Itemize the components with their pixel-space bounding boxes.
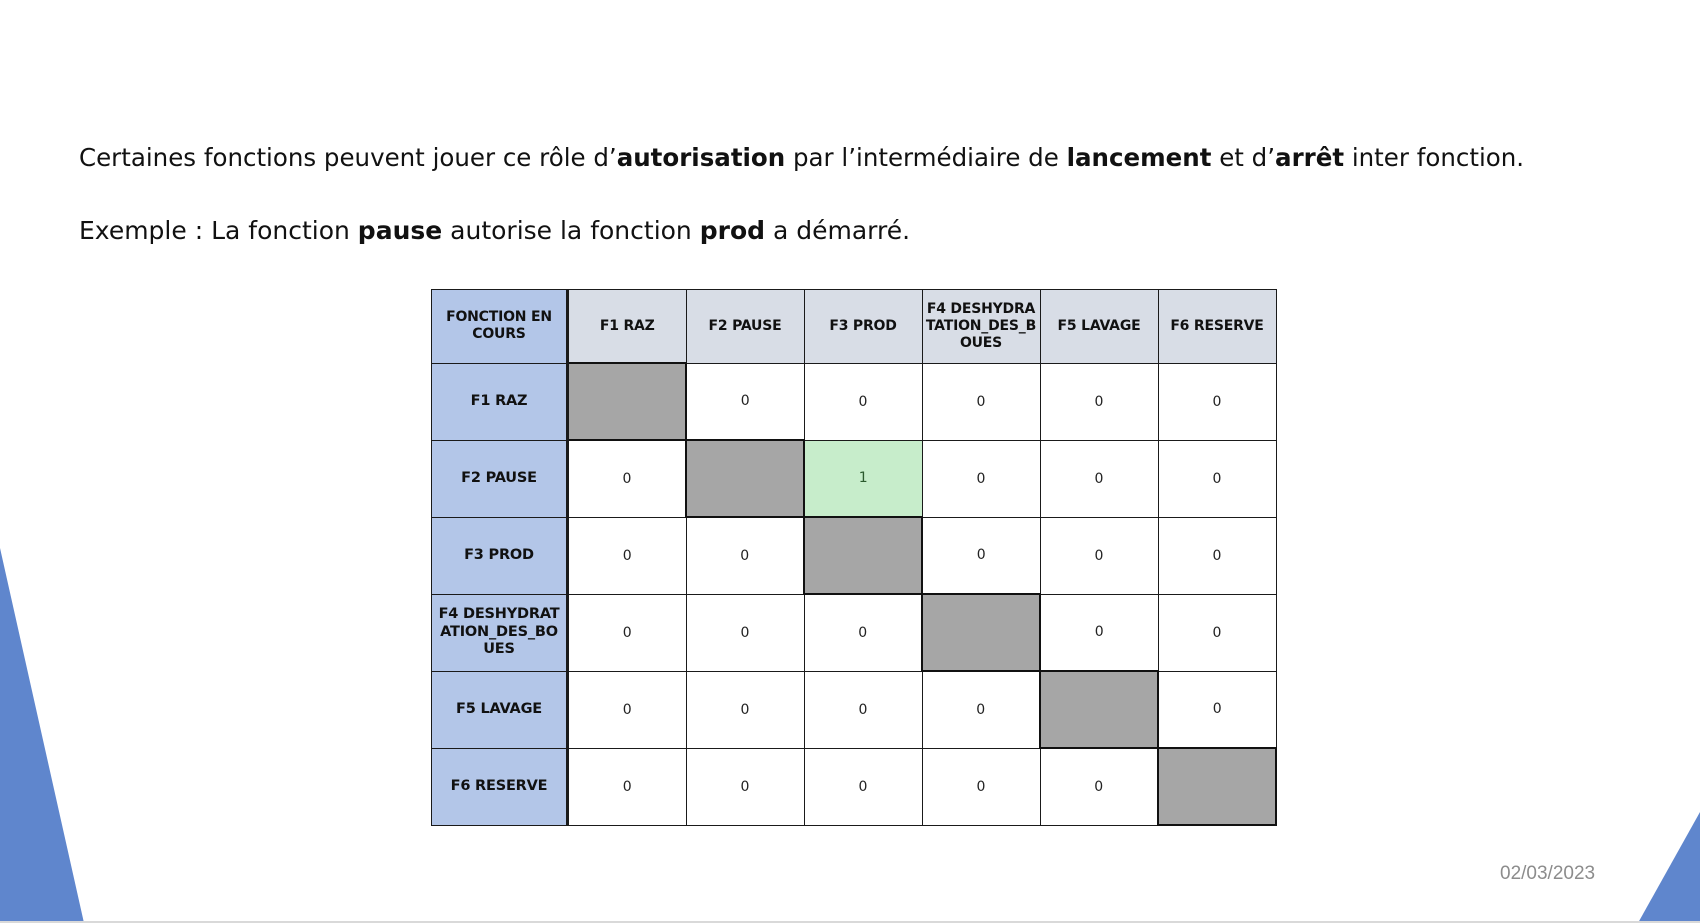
example-text-part: autorise la fonction [442, 216, 700, 245]
intro-text-part: inter fonction. [1344, 143, 1525, 172]
matrix-cell: 0 [804, 748, 922, 825]
matrix-row [432, 363, 1277, 440]
intro-text [79, 143, 1525, 172]
matrix-header-row [432, 290, 1277, 364]
matrix-cell-diagonal [1040, 671, 1158, 748]
example-text-bold: prod [699, 216, 766, 245]
matrix-row [432, 671, 1277, 748]
column-header: F4 DESHYDRATATION_DES_BOUES [922, 290, 1040, 364]
matrix-cell: 0 [1158, 517, 1276, 594]
example-text [79, 218, 910, 243]
row-header: F6 RESERVE [432, 748, 568, 825]
matrix-cell: 0 [568, 594, 687, 671]
matrix-cell-diagonal [1158, 748, 1276, 825]
matrix-corner-header: FONCTION EN COURS [432, 290, 568, 364]
intro-text-bold: autorisation [616, 143, 786, 172]
row-header: F2 PAUSE [432, 440, 568, 517]
intro-text-part: et d’ [1211, 143, 1276, 172]
matrix-cell: 0 [804, 594, 922, 671]
matrix-cell: 0 [1040, 594, 1158, 671]
matrix-cell-diagonal [804, 517, 922, 594]
matrix-cell: 0 [568, 748, 687, 825]
intro-text-part: par l’intermédiaire de [785, 143, 1067, 172]
column-header: F3 PROD [804, 290, 922, 364]
slide-date: 02/03/2023 [1500, 863, 1596, 884]
matrix-cell: 0 [922, 440, 1040, 517]
function-matrix [431, 289, 1277, 826]
matrix-row [432, 440, 1277, 517]
matrix-cell-diagonal [686, 440, 804, 517]
intro-text-part: Certaines fonctions peuvent jouer ce rôle d’ [79, 143, 617, 172]
matrix-cell: 0 [686, 517, 804, 594]
matrix-cell: 0 [1040, 748, 1158, 825]
column-header: F5 LAVAGE [1040, 290, 1158, 364]
matrix-cell-diagonal [922, 594, 1040, 671]
intro-text-bold: arrêt [1275, 143, 1345, 172]
column-header: F1 RAZ [568, 290, 687, 364]
matrix-cell: 0 [1158, 363, 1276, 440]
matrix-cell: 0 [686, 594, 804, 671]
matrix-cell: 0 [922, 363, 1040, 440]
intro-text-bold: lancement [1066, 143, 1212, 172]
column-header: F6 RESERVE [1158, 290, 1276, 364]
matrix-cell: 0 [686, 363, 804, 440]
matrix-cell: 0 [922, 748, 1040, 825]
matrix-row [432, 748, 1277, 825]
matrix-row [432, 517, 1277, 594]
matrix-cell: 0 [686, 748, 804, 825]
matrix-cell: 0 [1040, 517, 1158, 594]
matrix-cell: 0 [1040, 440, 1158, 517]
row-header: F5 LAVAGE [432, 671, 568, 748]
example-text-bold: pause [357, 216, 443, 245]
column-header: F2 PAUSE [686, 290, 804, 364]
matrix-cell: 0 [568, 440, 687, 517]
matrix-cell: 0 [686, 671, 804, 748]
matrix-cell: 0 [1158, 671, 1276, 748]
matrix-cell-diagonal [568, 363, 687, 440]
example-text-part: Exemple : La fonction [79, 216, 358, 245]
matrix-cell: 0 [1158, 594, 1276, 671]
matrix-cell: 0 [922, 671, 1040, 748]
matrix-cell: 0 [804, 363, 922, 440]
matrix-cell: 0 [568, 517, 687, 594]
row-header: F3 PROD [432, 517, 568, 594]
example-text-part: a démarré. [765, 216, 911, 245]
row-header: F1 RAZ [432, 363, 568, 440]
decorative-triangle-right [1638, 812, 1700, 923]
matrix-cell: 0 [568, 671, 687, 748]
matrix-row [432, 594, 1277, 671]
matrix-cell-active: 1 [804, 440, 922, 517]
matrix-cell: 0 [922, 517, 1040, 594]
row-header: F4 DESHYDRATATION_DES_BOUES [432, 594, 568, 671]
decorative-triangle-left [0, 548, 84, 923]
matrix-cell: 0 [1158, 440, 1276, 517]
matrix-cell: 0 [804, 671, 922, 748]
matrix-cell: 0 [1040, 363, 1158, 440]
